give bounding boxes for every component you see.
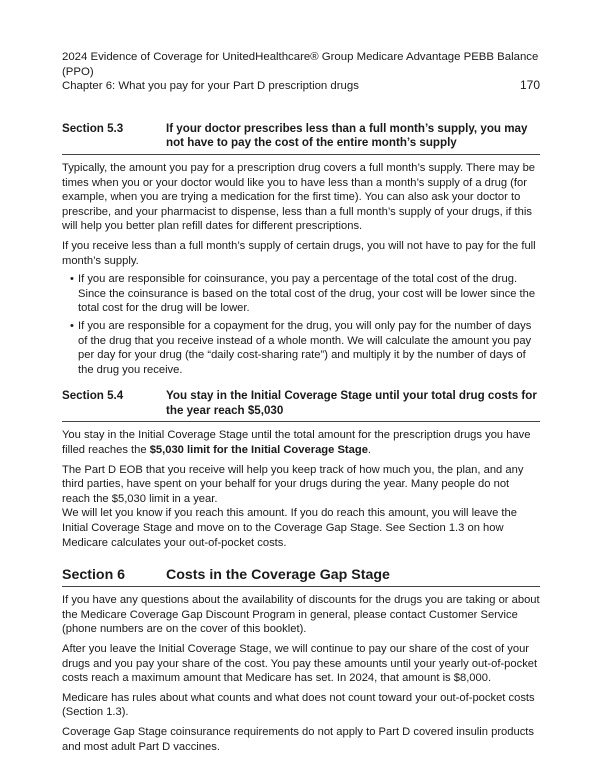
section-5-3-para2: If you receive less than a full month’s supply of certain drugs, you will not have to pay for the full month’s supply.	[62, 239, 536, 267]
section-5-4-para3: We will let you know if you reach this amount. If you do reach this amount, you will leave the Initial Coverage Stage and move on to the Coverage Gap Stage. See Section 1.3 on how Medicare calculates your out-of-pocket costs.	[62, 507, 517, 549]
section-5-4-number: Section 5.4	[62, 389, 124, 403]
bullet-text: If you are responsible for a copayment for the drug, you will only pay for the number of days of the drug that you receive instead of a whole month. We will calculate the amount you pay per day for your drug (the “daily cost-sharing rate”) and multiply it by the number of days of the drug you receive.	[78, 319, 532, 376]
list-item	[72, 272, 540, 316]
document-page	[62, 50, 540, 754]
section-6-number: Section 6	[62, 567, 126, 584]
section-6-para1: If you have any questions about the availability of discounts for the drugs you are taking or about the Medicare Coverage Gap Discount Program in general, please contact Customer Service (phone numbers are on the cover of this booklet).	[62, 594, 540, 636]
section-6-para4: Coverage Gap Stage coinsurance requirements do not apply to Part D covered insulin products and most adult Part D vaccines.	[62, 725, 535, 753]
header-title-line1: 2024 Evidence of Coverage for UnitedHealthcare® Group Medicare Advantage PEBB Balance	[62, 51, 539, 63]
page-header	[62, 50, 540, 94]
header-chapter: Chapter 6: What you pay for your Part D prescription drugs	[62, 80, 359, 93]
section-6-para3: Medicare has rules about what counts and what does not count toward your out-of-pocket costs (Section 1.3).	[62, 691, 535, 719]
section-5-3-para1: Typically, the amount you pay for a prescription drug covers a full month’s supply. There may be times when you or your doctor would like you to have less than a month’s supply of a drug (for example, when you are trying a medication for the first time). You can also ask your doctor to prescribe, and your pharmacist to dispense, less than a full month’s supply of your drugs, if this will help you better plan refill dates for different prescriptions.	[62, 161, 536, 233]
bullet-icon: •	[70, 273, 74, 286]
section-6	[62, 566, 540, 754]
page-number: 170	[519, 78, 540, 92]
bullet-text: If you are responsible for coinsurance, you pay a percentage of the total cost of the drug. Since the coinsurance is based on the total cost of the drug, your cost will be lower since the total cost for the drug will be lower.	[78, 273, 536, 315]
section-5-4-heading	[62, 389, 540, 422]
initial-coverage-limit: $5,030 limit for the Initial Coverage Stage	[149, 444, 368, 457]
header-title-line2: (PPO)	[62, 65, 94, 78]
section-6-heading	[62, 566, 540, 587]
para1-text: You stay in the Initial Coverage Stage until the total amount for the prescription drugs you have filled reaches the	[62, 429, 531, 457]
section-5-4	[62, 389, 540, 550]
section-5-3-bullet-list	[62, 272, 540, 377]
section-5-4-para1	[62, 428, 540, 457]
para1-end: .	[367, 444, 372, 457]
section-6-title: Costs in the Coverage Gap Stage	[166, 567, 390, 584]
section-6-para2: After you leave the Initial Coverage Stage, we will continue to pay our share of the cost of your drugs and you pay your share of the cost. You pay these amounts until your yearly out-of-pocket costs reach a maximum amount that Medicare has set. In 2024, that amount is $8,000.	[62, 643, 538, 685]
section-5-3	[62, 122, 540, 378]
section-5-4-para2: The Part D EOB that you receive will help you keep track of how much you, the plan, and any third parties, have spent on your behalf for your drugs during the year. Many people do not reach the $5,030 limit in a year.	[62, 463, 524, 505]
section-5-3-number: Section 5.3	[62, 121, 124, 135]
section-5-4-title: You stay in the Initial Coverage Stage until your total drug costs for the year reach $5,030	[166, 389, 537, 417]
list-item	[72, 319, 540, 377]
section-5-3-title: If your doctor prescribes less than a full month’s supply, you may not have to pay the cost of the entire month’s supply	[166, 121, 528, 150]
section-5-3-heading	[62, 122, 540, 155]
bullet-icon: •	[70, 319, 74, 332]
